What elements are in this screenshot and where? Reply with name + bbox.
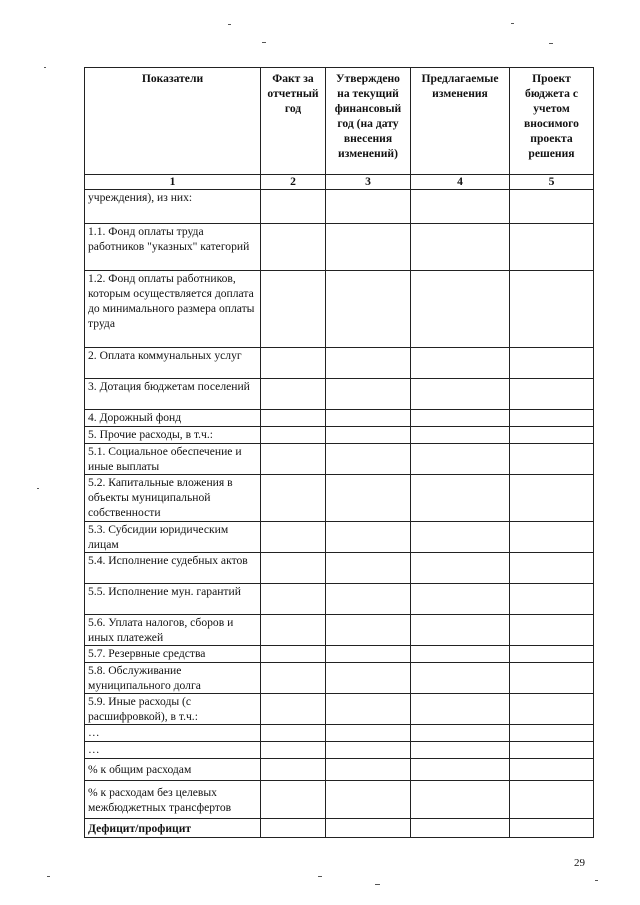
row-label: 5.1. Социальное обеспечение и иные выплаты (85, 444, 261, 475)
table-cell (510, 444, 594, 475)
page-number: 29 (574, 857, 585, 869)
table-cell (261, 781, 326, 819)
table-cell (261, 427, 326, 444)
table-row (85, 759, 594, 781)
table-cell (326, 694, 411, 725)
table-cell (510, 224, 594, 271)
table-cell (510, 615, 594, 646)
table-cell (411, 781, 510, 819)
row-label: 2. Оплата коммунальных услуг (85, 348, 261, 379)
table-cell (326, 663, 411, 694)
scan-speck (262, 42, 266, 43)
table-cell (326, 444, 411, 475)
row-label: 5.8. Обслуживание муниципального долга (85, 663, 261, 694)
scan-speck (47, 876, 50, 877)
table-cell (261, 475, 326, 522)
table-cell (261, 348, 326, 379)
table-cell (326, 646, 411, 663)
table-cell (261, 584, 326, 615)
table-cell (411, 475, 510, 522)
row-label: 5.7. Резервные средства (85, 646, 261, 663)
column-number: 4 (411, 175, 510, 190)
row-label: 3. Дотация бюджетам поселений (85, 379, 261, 410)
table-cell (411, 224, 510, 271)
row-label: учреждения), из них: (85, 190, 261, 224)
table-row (85, 742, 594, 759)
table-cell (261, 742, 326, 759)
table-row (85, 444, 594, 475)
scan-speck (595, 880, 598, 881)
table-row (85, 663, 594, 694)
table-cell (326, 759, 411, 781)
table-cell (411, 271, 510, 348)
scan-speck (37, 488, 39, 489)
table-cell (261, 444, 326, 475)
table-cell (510, 725, 594, 742)
table-cell (510, 410, 594, 427)
table-cell (510, 522, 594, 553)
row-label: % к расходам без целевых межбюджетных трансфертов (85, 781, 261, 819)
table-row (85, 224, 594, 271)
table-cell (261, 646, 326, 663)
scan-speck (511, 23, 514, 24)
table-cell (261, 271, 326, 348)
table-row (85, 348, 594, 379)
row-label: 5.5. Исполнение мун. гарантий (85, 584, 261, 615)
table-cell (411, 615, 510, 646)
table-cell (411, 553, 510, 584)
table-cell (326, 475, 411, 522)
scan-speck (44, 67, 46, 68)
table-cell (326, 190, 411, 224)
table-cell (326, 410, 411, 427)
table-cell (411, 694, 510, 725)
table-cell (411, 742, 510, 759)
row-label: 5.3. Субсидии юридическим лицам (85, 522, 261, 553)
column-number: 3 (326, 175, 411, 190)
table-cell (510, 694, 594, 725)
table-cell (326, 271, 411, 348)
table-cell (261, 379, 326, 410)
table-row (85, 819, 594, 838)
table-cell (261, 819, 326, 838)
table-cell (411, 522, 510, 553)
table-row (85, 427, 594, 444)
table-cell (326, 553, 411, 584)
table-row (85, 190, 594, 224)
table-row (85, 694, 594, 725)
table-cell (510, 584, 594, 615)
scan-speck (228, 24, 231, 25)
table-cell (510, 427, 594, 444)
row-label: 5.4. Исполнение судебных актов (85, 553, 261, 584)
table-cell (411, 427, 510, 444)
table-cell (261, 725, 326, 742)
row-label: 4. Дорожный фонд (85, 410, 261, 427)
table-cell (510, 646, 594, 663)
table-row (85, 646, 594, 663)
table-cell (411, 663, 510, 694)
table-row (85, 725, 594, 742)
table-cell (326, 781, 411, 819)
table-cell (326, 819, 411, 838)
table-cell (326, 584, 411, 615)
table-row (85, 410, 594, 427)
table-cell (510, 819, 594, 838)
table-cell (261, 522, 326, 553)
table-cell (510, 759, 594, 781)
row-label: 1.1. Фонд оплаты труда работников "указных" категорий (85, 224, 261, 271)
row-label: 1.2. Фонд оплаты работников, которым осуществляется доплата до минимального размера оплаты труда (85, 271, 261, 348)
table-cell (411, 725, 510, 742)
table-cell (510, 379, 594, 410)
table-cell (326, 348, 411, 379)
table-cell (411, 379, 510, 410)
scan-speck (318, 876, 322, 877)
header-proposed-changes: Предлагаемые изменения (411, 68, 510, 175)
table-cell (261, 615, 326, 646)
table-cell (326, 615, 411, 646)
row-label: 5.9. Иные расходы (с расшифровкой), в т.ч.: (85, 694, 261, 725)
table-cell (411, 584, 510, 615)
table-row (85, 522, 594, 553)
table-cell (261, 663, 326, 694)
table-cell (261, 410, 326, 427)
row-label: 5.6. Уплата налогов, сборов и иных платежей (85, 615, 261, 646)
table-cell (510, 742, 594, 759)
scan-speck (549, 43, 553, 44)
table-row (85, 379, 594, 410)
table-cell (510, 271, 594, 348)
table-cell (326, 522, 411, 553)
table-row (85, 781, 594, 819)
budget-table (84, 67, 594, 838)
table-cell (411, 410, 510, 427)
row-label: … (85, 742, 261, 759)
table-cell (510, 663, 594, 694)
header-draft-budget: Проект бюджета с учетом вносимого проекта решения (510, 68, 594, 175)
table-cell (510, 348, 594, 379)
header-row (85, 68, 594, 175)
table-cell (411, 646, 510, 663)
table-cell (411, 190, 510, 224)
row-label: … (85, 725, 261, 742)
table-row (85, 271, 594, 348)
scan-speck (375, 884, 380, 885)
table-row (85, 615, 594, 646)
table-row (85, 584, 594, 615)
row-label: 5.2. Капитальные вложения в объекты муниципальной собственности (85, 475, 261, 522)
table-cell (261, 694, 326, 725)
table-cell (510, 781, 594, 819)
table-cell (261, 224, 326, 271)
table-cell (261, 759, 326, 781)
table-row (85, 475, 594, 522)
header-indicators: Показатели (85, 68, 261, 175)
table-cell (261, 553, 326, 584)
table-cell (261, 190, 326, 224)
table-cell (510, 475, 594, 522)
header-approved: Утверждено на текущий финансовый год (на дату внесения изменений) (326, 68, 411, 175)
column-number-row (85, 175, 594, 190)
table-cell (510, 190, 594, 224)
header-fact: Факт за отчетный год (261, 68, 326, 175)
column-number: 2 (261, 175, 326, 190)
table-row (85, 553, 594, 584)
column-number: 5 (510, 175, 594, 190)
row-label: Дефицит/профицит (85, 819, 261, 838)
column-number: 1 (85, 175, 261, 190)
row-label: % к общим расходам (85, 759, 261, 781)
row-label: 5. Прочие расходы, в т.ч.: (85, 427, 261, 444)
table-cell (326, 224, 411, 271)
table-cell (510, 553, 594, 584)
table-cell (326, 742, 411, 759)
table-cell (326, 379, 411, 410)
table-cell (411, 348, 510, 379)
table-cell (411, 819, 510, 838)
table-cell (326, 725, 411, 742)
table-cell (411, 444, 510, 475)
table-cell (411, 759, 510, 781)
table-cell (326, 427, 411, 444)
